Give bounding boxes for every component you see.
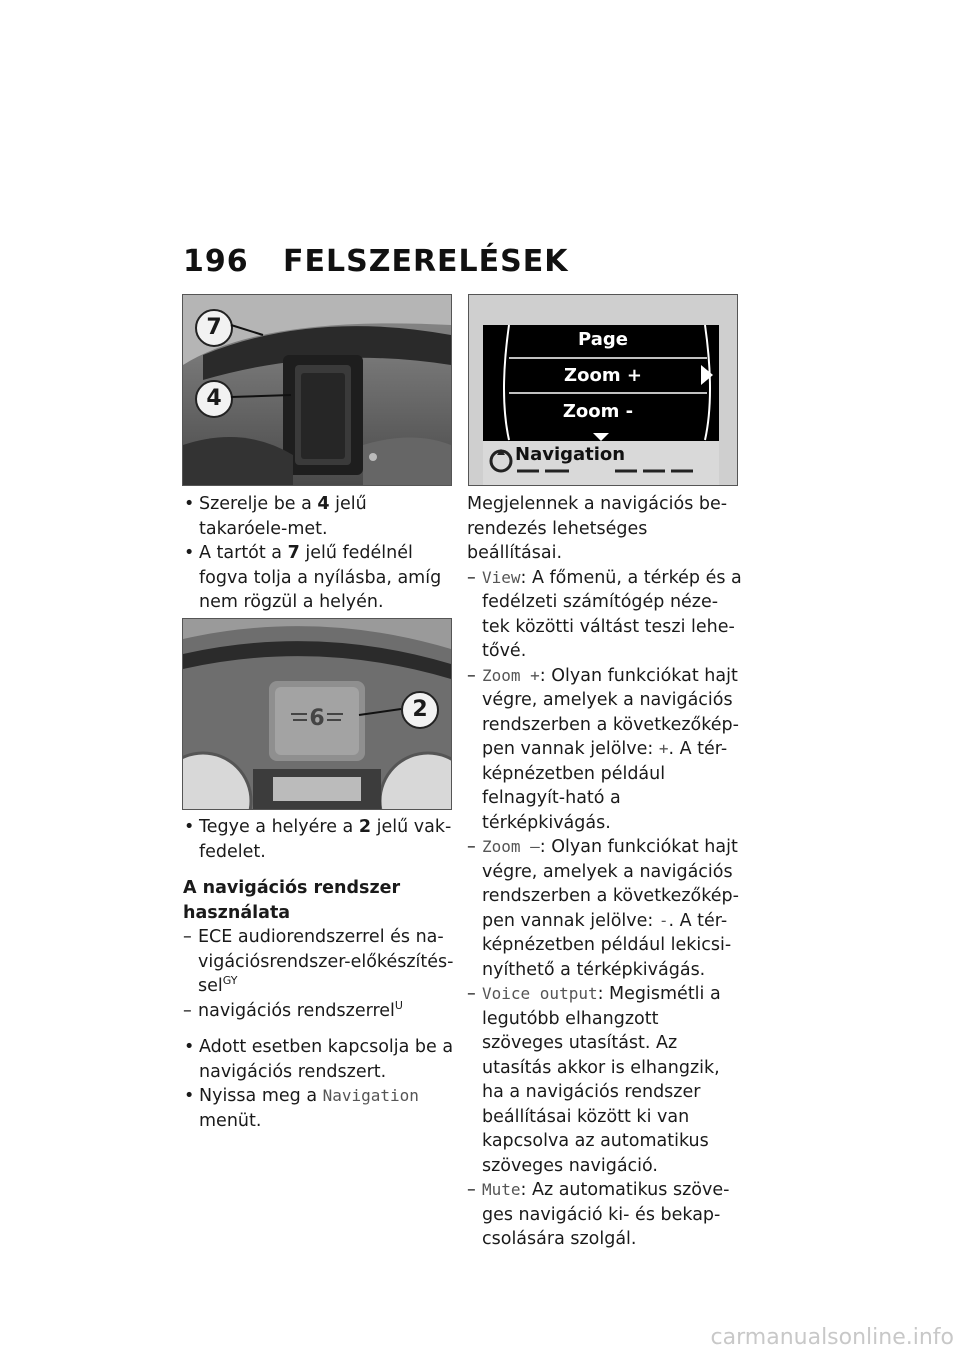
option-item: – Zoom +: Olyan funkciókat hajt végre, amelyek a navigációs rendszerben a következőkép-pen vannak jelölve: +. A tér-képnézetben például felnagyít-ható a térképkivágás. <box>467 665 739 833</box>
list-item: • A tartót a 7 jelű fedélnél fogva tolja a nyílásba, amíg nem rögzül a helyén. <box>184 543 442 612</box>
callout-leader-lines <box>183 295 451 485</box>
page-header <box>183 244 569 279</box>
menu-item-page: Page <box>578 329 628 350</box>
menu-bar-label: Navigation <box>515 444 626 465</box>
option-item: – Voice output: Megismétli a legutóbb elhangzott szöveges utasítást. Az utasítás akkor is elhangzik, ha a navigációs rendszer beállításai között ki van kapcsolva az automatikus szöveges navigáció. <box>467 984 721 1176</box>
option-item: – Mute: Az automatikus szöve-ges navigáció ki- és bekap-csolására szolgál. <box>467 1180 730 1249</box>
list-item: • Tegye a helyére a 2 jelű vak-fedelet. <box>184 817 452 862</box>
page-title: FELSZERELÉSEK <box>283 244 569 279</box>
callout-7: 7 <box>195 309 233 347</box>
callout-4: 4 <box>195 380 233 418</box>
callout-leader-line <box>183 619 451 809</box>
page-number: 196 <box>183 244 249 279</box>
menu-item-zoom-minus: Zoom - <box>562 401 634 422</box>
figure-holder-photo <box>182 294 452 486</box>
svg-text:6: 6 <box>309 706 325 731</box>
section-heading: A navigációs rendszer használata <box>183 878 401 923</box>
callout-2: 2 <box>401 691 439 729</box>
intro-text: Megjelennek a navigációs be-rendezés lehetséges beállításai. <box>467 494 728 563</box>
option-item: – View: A főmenü, a térkép és a fedélzeti számítógép néze-tek közötti váltást teszi lehe-tővé. <box>467 567 742 661</box>
watermark-footer: carmanualsonline.info <box>710 1325 954 1350</box>
left-block-1 <box>183 492 455 615</box>
list-item: • Adott esetben kapcsolja be a navigációs rendszert. <box>184 1037 454 1082</box>
option-item: – Zoom –: Olyan funkciókat hajt végre, amelyek a navigációs rendszerben a következőkép-pen vannak jelölve: -. A tér-képnézetben például lekicsi-nyíthető a térképkivágás. <box>467 837 739 980</box>
figure-navigation-menu <box>468 294 738 486</box>
condition-item: – ECE audiorendszerrel és na-vigációsrendszer-előkészítés-sel$^{GY}$ <box>183 927 454 996</box>
condition-item: – navigációs rendszerrel$^U$ <box>183 998 403 1021</box>
list-item: • Nyissa meg a Navigation menüt. <box>184 1086 419 1131</box>
figure-cover-photo <box>182 618 452 810</box>
list-item: • Szerelje be a 4 jelű takaróele-met. <box>184 494 367 539</box>
right-column <box>467 492 742 1252</box>
menu-item-zoom-plus: Zoom + <box>564 365 642 386</box>
left-block-2 <box>183 815 455 1133</box>
